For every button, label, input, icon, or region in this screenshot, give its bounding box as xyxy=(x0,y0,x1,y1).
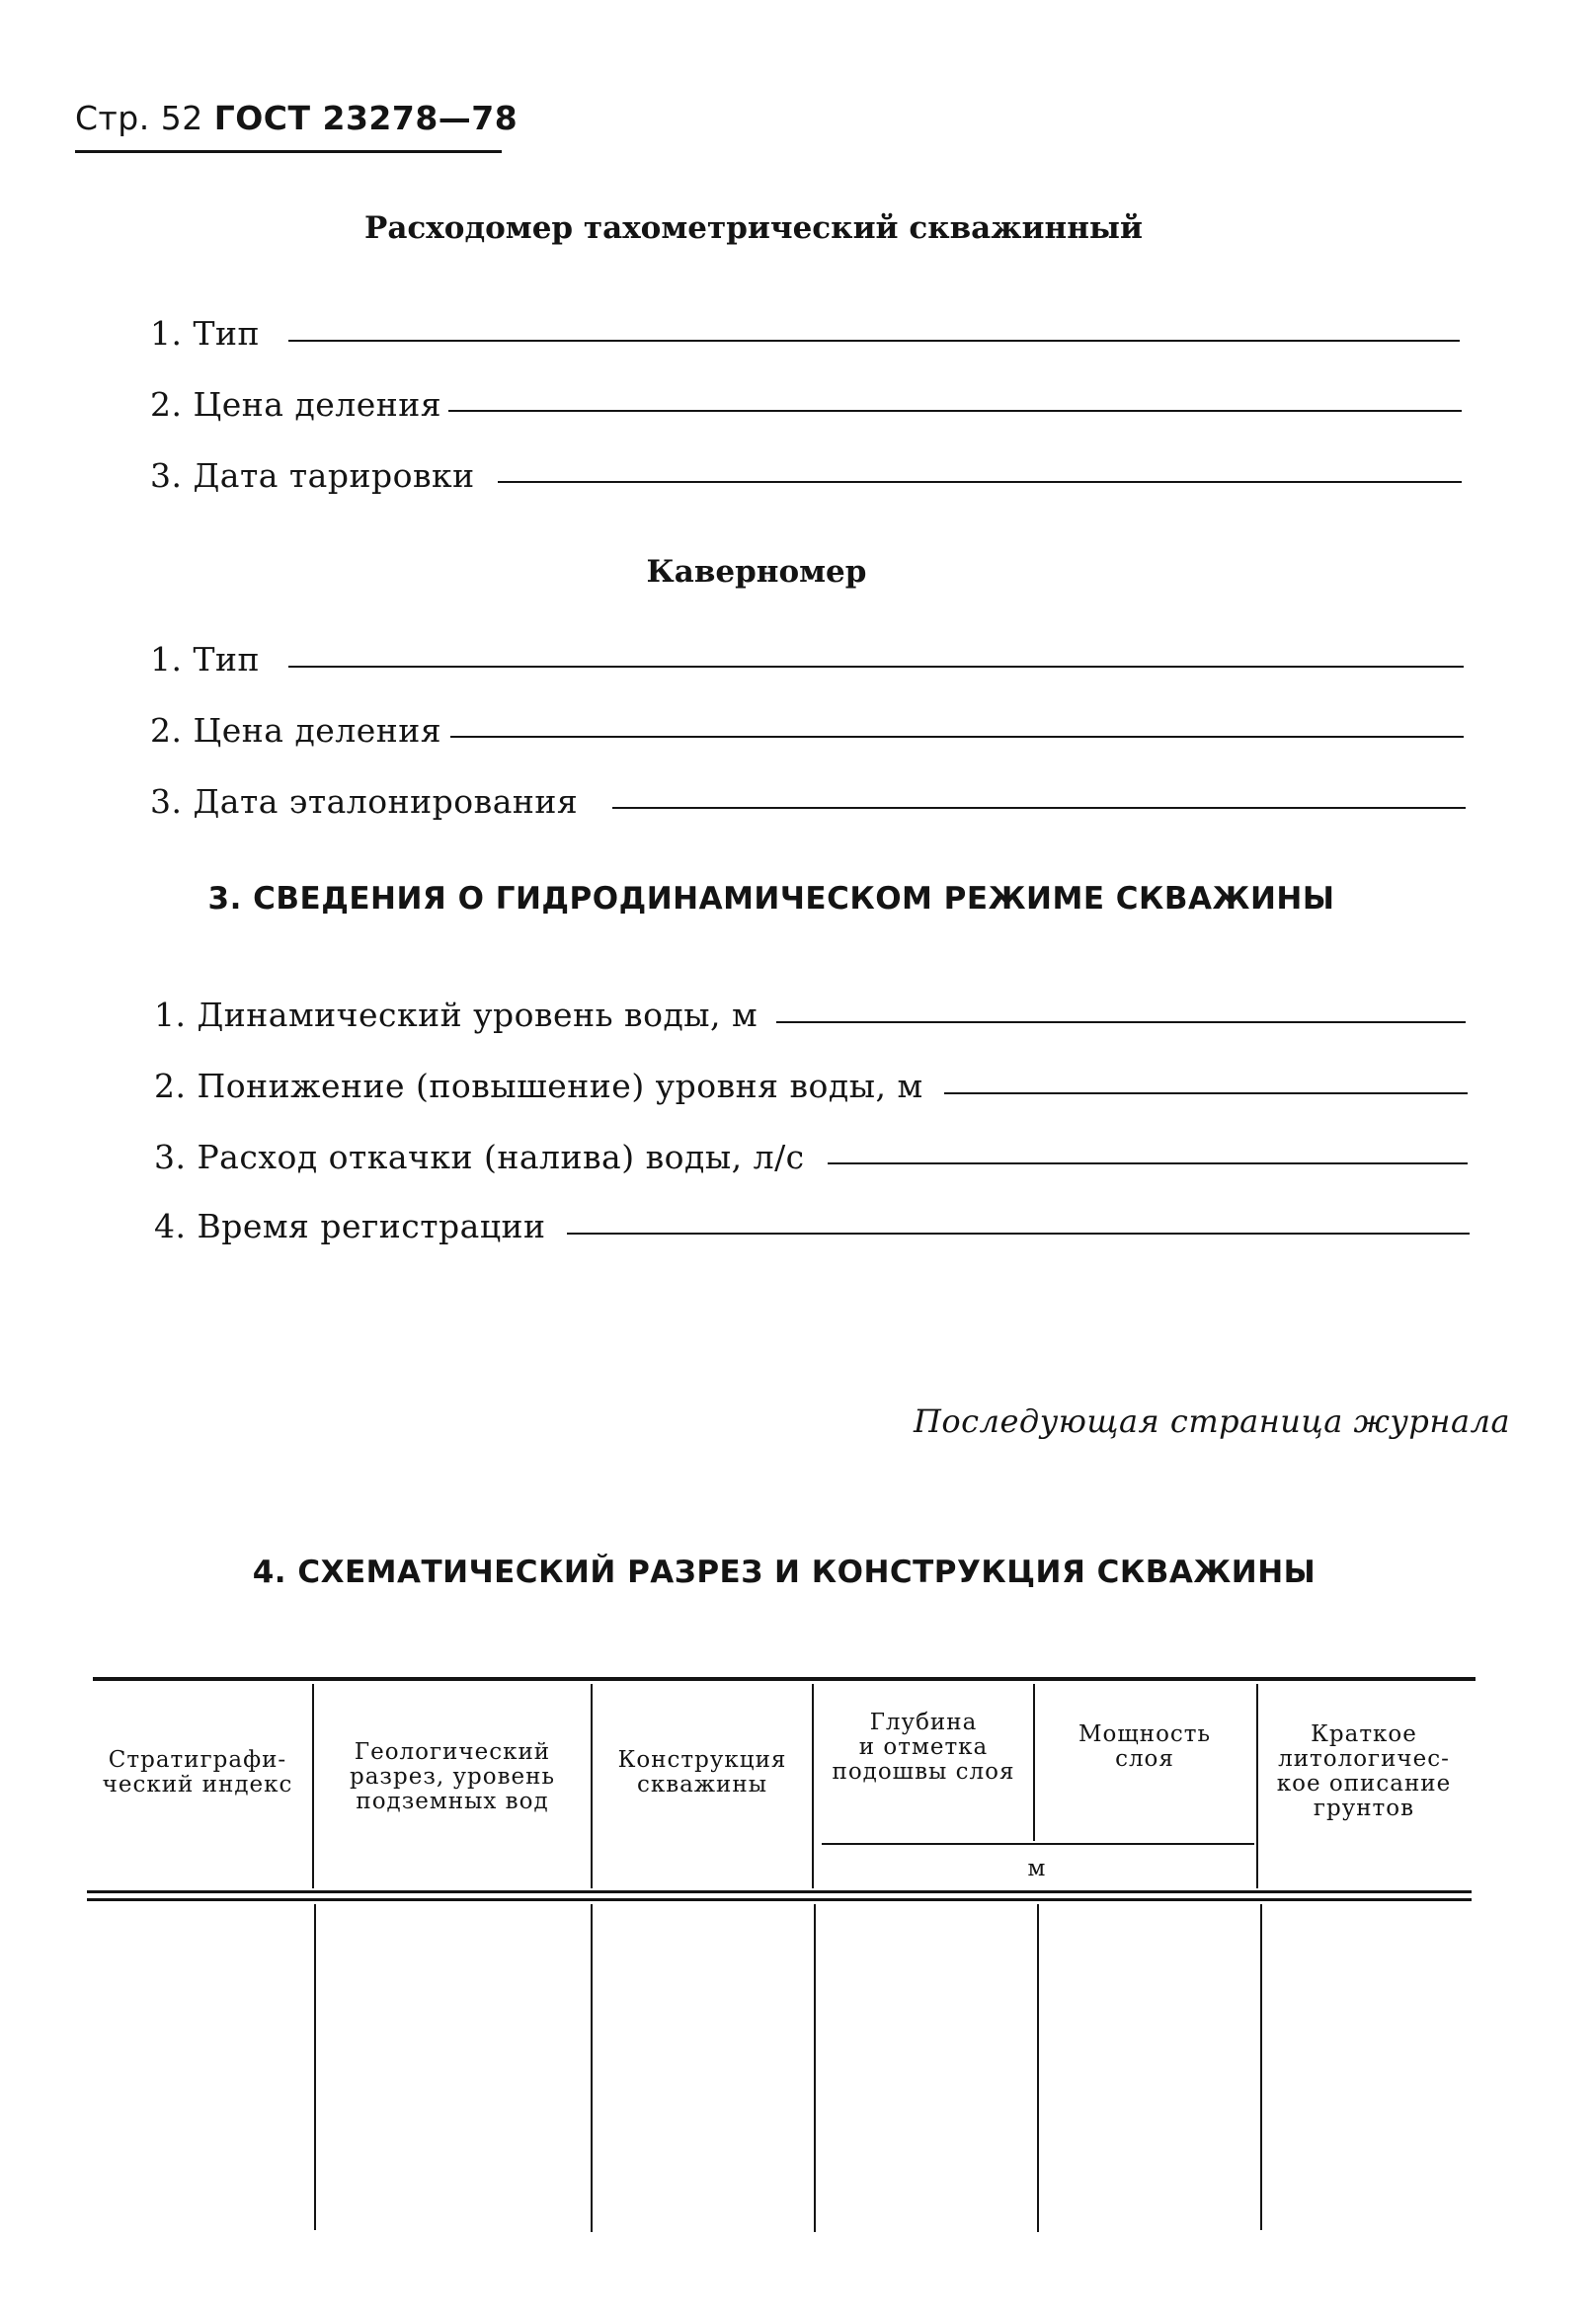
section-4-title: 4. СХЕМАТИЧЕСКИЙ РАЗРЕЗ И КОНСТРУКЦИЯ СКВАЖИНЫ xyxy=(252,1555,1317,1590)
flowmeter-type-field[interactable] xyxy=(288,340,1460,342)
caliper-reference-date-field[interactable] xyxy=(612,807,1466,809)
flowmeter-calibration-date-label: 3. Дата тарировки xyxy=(150,456,475,495)
caliper-type-field[interactable] xyxy=(288,666,1464,668)
column-header-stratigraphic-index: Стратиграфи- ческий индекс xyxy=(102,1747,293,1798)
flowmeter-calibration-date-field[interactable] xyxy=(498,481,1462,483)
drawdown-label: 2. Понижение (повышение) уровня воды, м xyxy=(154,1067,923,1105)
caliper-reference-date-label: 3. Дата эталонирования xyxy=(150,782,579,821)
column-header-well-construction: Конструкция скважины xyxy=(617,1747,787,1798)
table-header-rule-1 xyxy=(87,1890,1472,1893)
body-divider-3 xyxy=(814,1904,816,2232)
registration-time-label: 4. Время регистрации xyxy=(154,1207,546,1245)
body-divider-1 xyxy=(314,1904,316,2230)
discharge-field[interactable] xyxy=(828,1162,1468,1164)
unit-label: м xyxy=(1027,1856,1047,1881)
flowmeter-division-label: 2. Цена деления xyxy=(150,385,442,424)
column-header-geological-section: Геологический разрез, уровень подземных вод xyxy=(350,1739,555,1814)
caliper-type-label: 1. Тип xyxy=(150,640,260,679)
caliper-division-field[interactable] xyxy=(450,736,1464,738)
table-header-rule-2 xyxy=(87,1898,1472,1901)
body-divider-5 xyxy=(1260,1904,1262,2230)
section-3-title: 3. СВЕДЕНИЯ О ГИДРОДИНАМИЧЕСКОМ РЕЖИМЕ СКВАЖИНЫ xyxy=(207,881,1335,917)
body-divider-2 xyxy=(591,1904,593,2232)
page-number: Стр. 52 xyxy=(75,99,203,137)
column-header-lithological-description: Краткое литологичес- кое описание грунтов xyxy=(1276,1721,1452,1821)
dynamic-level-field[interactable] xyxy=(776,1021,1466,1023)
header-rule xyxy=(75,150,502,153)
caliper-title: Каверномер xyxy=(646,554,867,590)
flowmeter-title: Расходомер тахометрический скважинный xyxy=(364,210,1143,246)
flowmeter-type-label: 1. Тип xyxy=(150,314,260,353)
flowmeter-division-field[interactable] xyxy=(448,410,1462,412)
column-header-depth-elevation: Глубина и отметка подошвы слоя xyxy=(832,1710,1015,1785)
body-divider-4 xyxy=(1037,1904,1039,2232)
standard-number: ГОСТ 23278—78 xyxy=(213,99,519,137)
header-divider-1 xyxy=(312,1684,314,1888)
drawdown-field[interactable] xyxy=(944,1092,1468,1094)
column-header-layer-thickness: Мощность слоя xyxy=(1077,1721,1212,1772)
discharge-label: 3. Расход откачки (налива) воды, л/с xyxy=(154,1138,805,1176)
caliper-division-label: 2. Цена деления xyxy=(150,711,442,750)
registration-time-field[interactable] xyxy=(567,1233,1470,1235)
next-page-note: Последующая страница журнала xyxy=(914,1402,1511,1440)
page-header xyxy=(75,99,518,137)
dynamic-level-label: 1. Динамический уровень воды, м xyxy=(154,996,758,1034)
unit-rule xyxy=(822,1843,1254,1845)
table-top-rule xyxy=(93,1677,1476,1681)
header-divider-2 xyxy=(591,1684,593,1888)
